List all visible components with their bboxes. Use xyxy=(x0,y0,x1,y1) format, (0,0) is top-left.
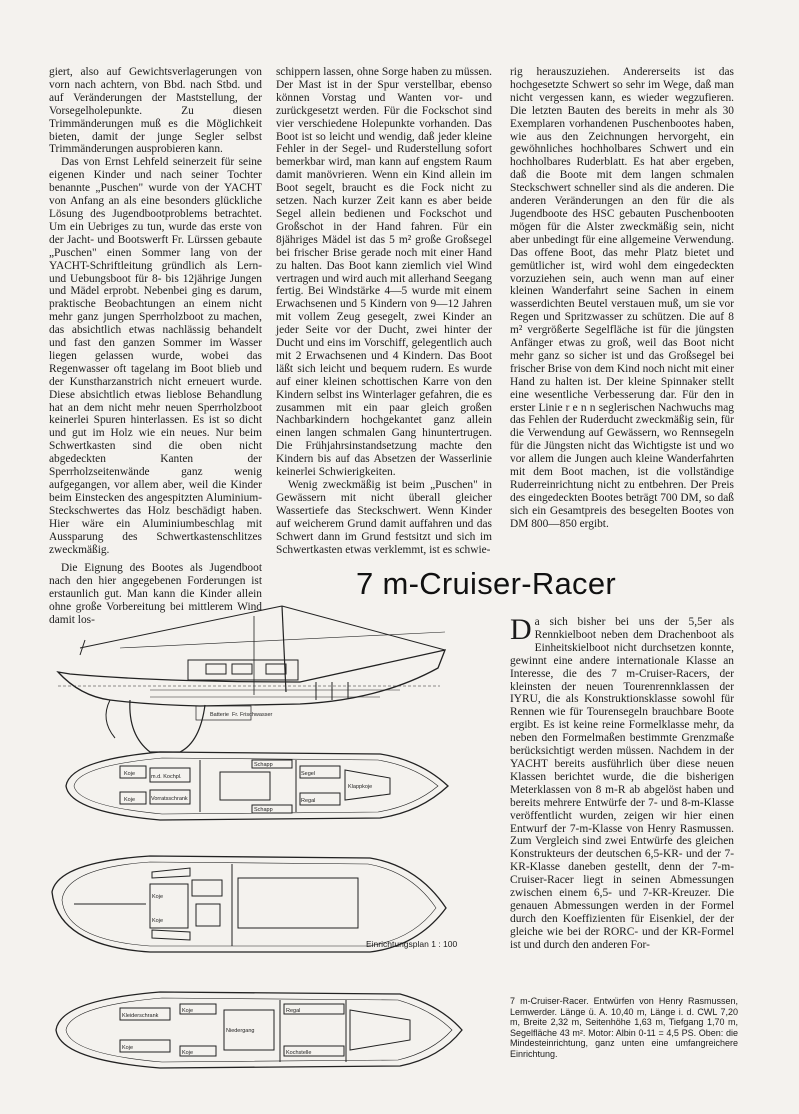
drawing-label: Kleiderschrank xyxy=(122,1013,159,1019)
drawing-label: Fr. Frischwasser xyxy=(232,712,273,718)
paragraph: rig herauszuziehen. Andererseits ist das hochgesetzte Schwert so sehr im Wege, daß man nicht vergessen kann, es wieder wegzufieren. Die letzten Bauten des bereits in mehr als 30 Exemplaren vorhandenen Puschenbootes haben, wie aus den Zeichnungen hervorgeht, ein gewöhnliches hochholbares Schwert und ein hochholbares Ruderblatt. Es hat aber ergeben, daß die Boote mit dem langen schmalen Steckschwert schneller sind als die anderen. Die anderen Veränderungen an den für die als Jugendboote des HSC gebauten Puschenbooten mögen für die Alster zweckmäßig sein, nicht aber unbedingt für eine allgemeine Verwendung. Das offene Boot, das mehr Platz bietet und gemütlicher ist, wird wohl dem eingedeckten vorzuziehen sein, auch wenn man auf einer kleinen Wanderfahrt seine Sachen in einem wasserdichten Beutel verstauen muß, um sie vor Regen und Spritzwasser zu schützen. Die auf 8 m² vergrößerte Segelfläche ist für die jüngsten Anfänger etwas zu groß, weil das Boot nicht mehr ganz so sicher ist und das Großsegel bei frischer Brise von dem Kind noch nicht mit einer Hand zu halten ist. Der kleine Spinnaker stellt eine wesentliche Verbesserung dar. Für den in erster Linie r e n n seglerischen Nachwuchs mag das Fehlen der Ruderducht zweckmäßig sein, für die Verwendung auf Gewässern, wo Rennsegeln für die Jüngsten nicht das Wichtigste ist und wo vor allem die Jungen auch kleine Wanderfahrten mit dem Boot machen, ist die vollständige Ruderreinrichtung nicht zu entbehren. Der Preis des eingedeckten Bootes beträgt 700 DM, so daß sich ein Gesamtpreis des besegelten Bootes von DM 800—850 ergibt. xyxy=(510,66,734,530)
drawing-label: Schapp xyxy=(254,807,273,813)
deck-plan-2 xyxy=(52,856,446,952)
figure-caption: 7 m-Cruiser-Racer. Entwürfen von Henry Rasmussen, Lemwerder. Länge ü. A. 10,40 m, Länge i. d. CWL 7,20 m, Breite 2,32 m, Seitenhöhe 1,63 m, Tiefgang 1,70 m, Segelfläche 43 m². Motor: Albin 0-11 = 4,5 PS. Oben: die Mindesteinrichtung, ganz unten eine umfangreichere Einrichtung. xyxy=(510,996,738,1059)
drawing-label: Koje xyxy=(182,1050,194,1056)
drawing-label: m.d. Kochpl. xyxy=(151,774,182,780)
drawing-label: Kochstelle xyxy=(286,1050,312,1056)
drop-cap: D xyxy=(510,613,532,646)
drawing-label: Niedergang xyxy=(226,1028,255,1034)
drawing-label: Klappkoje xyxy=(348,784,373,790)
paragraph: giert, also auf Gewichtsverlagerungen von vorn nach achtern, von Bbd. nach Stbd. und auf Veränderungen der Maststellung, der Vorsegelholepunkte. Zu diesen Trimmänderungen muß es die Möglichkeit bieten, damit der junge Segler selbst Trimmänderungen ausprobieren kann. xyxy=(49,66,262,156)
paragraph-text: a sich bisher bei uns der 5,5er als Rennkielboot neben dem Drachenboot als Einheitskielboot nicht durchsetzen konnte, gewinnt eine andere internationale Klasse an Interesse, die des 7 m-Cruiser-Racers, der kleinsten der neuen Tourenrennklassen der IYRU, die als Konstruktionsklasse sowohl für Rennen wie für Tourensegeln brauchbare Boote ergibt. Es ist keine reine Formelklasse mehr, da neben den Formelmaßen bestimmte Grenzmaße berücksichtigt werden müssen. Nachdem in der YACHT bereits ausführlich über diese neuen Klassen berichtet wurde, die die bisherigen Meterklassen von 8 m-R ab abgelöst haben und bereits mehrere Entwürfe der 7- und 8-m-Klasse veröffentlicht wurden, zeigen wir hier einen Entwurf der 7-m-Klasse von Henry Rasmussen. Zum Vergleich sind zwei Entwürfe des gleichen Konstrukteurs der deutschen 6,5-KR- und der 7-KR-Klasse daneben gestellt, denn der 7-m-Cruiser-Racer liegt in seinen Abmessungen zwischen einem 6,5- und 7-KR-Kreuzer. Die genauen Abmessungen werden in der Formel durch den Koeffizienten für Eisenkiel, der der gleiche wie bei der RORC- und der KR-Formel ist und durch den anderen For- xyxy=(510,616,734,951)
article-headline: 7 m-Cruiser-Racer xyxy=(356,566,617,601)
drawing-label: Batterie xyxy=(210,712,229,718)
drawing-label: Koje xyxy=(152,894,164,900)
drawing-label: Regal xyxy=(301,798,316,804)
drawing-label: Schapp xyxy=(254,762,273,768)
drawing-label: Koje xyxy=(124,797,136,803)
paragraph: Das von Ernst Lehfeld seinerzeit für seine eigenen Kinder und nach seiner Tochter benannte „Puschen" wurde von der YACHT von Anfang an als eine besonders glückliche Lösung des Jugendbootproblems betrachtet. Um ein Uebriges zu tun, wurde das erste von der Jacht- und Bootswerft Fr. Lürssen gebaute „Puschen" einen Sommer lang von der YACHT-Schriftleitung gründlich als Lern- und Uebungsboot für 8- bis 12jährige Jungen und Mädel erprobt. Nebenbei ging es darum, praktische Beobachtungen an einem nicht mehr ganz jungen Sperrholzboot zu machen, das absichtlich etwas nachlässig behandelt und fast den ganzen Sommer im Wasser liegen gelassen wurde, wobei das Regenwasser oft tagelang im Boot blieb und der Kunstharzanstrich nicht erneuert wurde. Diese absichtlich etwas lieblose Behandlung hat an dem nicht mehr neuen Sperrholzboot keinerlei Spuren hinterlassen. Es ist so dicht und gut im Holz wie ein neues. Nur beim Schwertkasten sind die oben nicht abgedeckten Kanten der Sperrholzseitenwände ganz wenig aufgegangen, vor allem aber, weil die Kinder beim Einstecken des angespitzten Aluminium-Steckschwertes das Holz beschädigt haben. Hier wäre ein Aluminiumbeschlag mit Aussparung des Schwertkastenschlitzes zweckmäßig. xyxy=(49,156,262,556)
paragraph: schippern lassen, ohne Sorge haben zu müssen. Der Mast ist in der Spur verstellbar, ebenso können Vorstag und Wanten vor- und zurückgesetzt werden. Für die Fockschot sind vier verschiedene Holepunkte vorhanden. Das Boot ist so leicht und wendig, daß jeder kleine Fehler in der Segel- und Ruderstellung sofort bemerkbar wird, man kann auf engstem Raum damit manövrieren. Wenn ein Kind allein im Boot segelt, braucht es die Fock nicht zu setzen. Nach kurzer Zeit kann es aber beide Segel allein bedienen und Fockschot und Großschot in der Hand fahren. Für ein 8jähriges Mädel ist das 5 m² große Großsegel bei frischer Brise gerade noch mit einer Hand zu halten. Das Boot kann ziemlich viel Wind vertragen und wird auch mit allerhand Seegang fertig. Bei Windstärke 4—5 wurde mit einem Erwachsenen und 5 Kindern von 9—12 Jahren mit vollem Zeug gesegelt, zwei Kinder an jeder Seite vor der Ducht, zwei hinter der Ducht und eins im Vorschiff, gelegentlich auch mit 2 Erwachsenen und 4 Kindern. Das Boot läßt sich leicht und bequem rudern. Es wurde auf einer kleinen schottischen Karre von den Kindern selbst ins Winterlager gefahren, die es zusammen mit ein paar gleich großen Nachbarkindern hochgekantet ganz allein einen langen schmalen Gang hinuntertrugen. Die Frühjahrsinstandsetzung machte den Kindern bis auf das Absetzen der Wasserlinie keinerlei Schwierigkeiten. xyxy=(276,66,492,479)
paragraph: Die Eignung des Bootes als Jugendboot nach den hier angegebenen Forderungen ist erstaunlich gut. Man kann die Kinder allein ohne große Vorbereitung bei mittlerem Wind damit los- xyxy=(49,562,262,627)
drawing-label: Koje xyxy=(122,1045,134,1051)
paragraph: Wenig zweckmäßig ist beim „Puschen" in Gewässern mit nicht überall gleicher Wassertiefe das Steckschwert. Wenn Kinder auf weicherem Grund damit auffahren und das Schwert dann im Grund festsitzt und sich im Schwertkasten etwas verklemmt, ist es schwie- xyxy=(276,479,492,556)
drawing-label: Vorratsschrank xyxy=(151,796,188,802)
plan-scale-label: Einrichtungsplan 1 : 100 xyxy=(366,939,458,949)
drawing-label: Segel xyxy=(301,771,316,777)
drawing-label: Koje xyxy=(152,918,164,924)
profile-drawing xyxy=(58,606,445,752)
drawing-label: Koje xyxy=(124,771,136,777)
deck-plan-3 xyxy=(56,992,462,1068)
drawing-label: Koje xyxy=(182,1008,194,1014)
drawing-label: Regal xyxy=(286,1008,301,1014)
